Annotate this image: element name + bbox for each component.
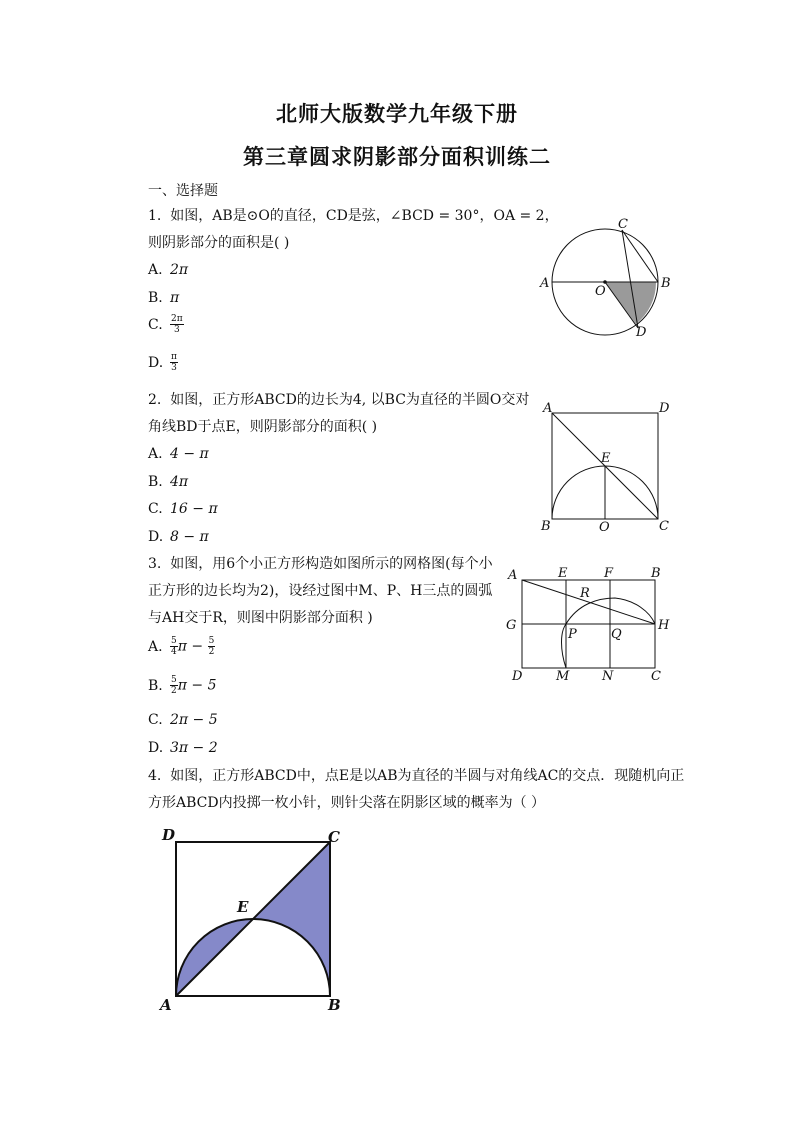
q2-option-c[interactable]: [148, 501, 218, 517]
option-label: C.: [148, 316, 163, 333]
doc-subtitle: 第三章圆求阴影部分面积训练二: [243, 145, 551, 169]
option-label: B.: [148, 474, 163, 490]
label-d: D: [659, 401, 670, 416]
option-text: π −: [177, 638, 204, 655]
label-m: M: [556, 669, 570, 684]
label-o: O: [595, 284, 606, 299]
option-label: A.: [148, 446, 163, 462]
label-e: E: [601, 451, 611, 466]
q1-number: 1.: [148, 208, 162, 224]
option-text: 4 − π: [170, 446, 209, 462]
label-c: C: [651, 669, 661, 684]
fraction: [208, 636, 216, 657]
numerator: 5: [171, 636, 177, 646]
q4-line1: [148, 763, 684, 790]
label-c: C: [328, 828, 340, 846]
label-b: B: [541, 519, 551, 534]
label-o: O: [599, 520, 610, 535]
q2-stem: 如图，正方形ABCD的边长为4, 以BC为直径的半圆O交对: [170, 392, 530, 408]
option-text: 2π: [170, 262, 189, 278]
option-label: A.: [148, 262, 163, 278]
doc-title: 北师大版数学九年级下册: [276, 102, 518, 126]
option-label: B.: [148, 290, 163, 306]
q2-number: 2.: [148, 392, 162, 408]
q4-stem: 如图，正方形ABCD中，点E是以AB为直径的半圆与对角线AC的交点．现随机向正: [170, 768, 685, 784]
q3-option-a[interactable]: [148, 636, 215, 657]
label-a: A: [543, 401, 553, 416]
q3-figure: [500, 560, 680, 685]
section-heading: 一、选择题: [148, 183, 218, 199]
label-d: D: [162, 826, 176, 844]
q3-number: 3.: [148, 556, 162, 572]
q3-line3: 与AH交于R，则图中阴影部分面积 ): [148, 610, 373, 626]
label-d: D: [512, 669, 523, 684]
denominator: 4: [171, 647, 177, 657]
q3-line2: 正方形的边长均为2)，设经过图中M、P、H三点的圆弧: [148, 583, 493, 599]
label-c: C: [659, 519, 669, 534]
label-g: G: [506, 618, 517, 633]
q1-option-c[interactable]: [148, 314, 184, 335]
label-a: A: [540, 276, 550, 291]
label-a: A: [160, 996, 172, 1014]
q2-figure: [535, 398, 675, 538]
q2-option-b[interactable]: [148, 474, 188, 490]
segment-cb: [622, 230, 658, 282]
numerator: 5: [208, 636, 215, 646]
denominator: 3: [173, 325, 180, 335]
label-b: B: [661, 276, 671, 291]
option-text: π − 5: [177, 677, 217, 694]
label-r: R: [580, 586, 590, 601]
option-text: 8 − π: [170, 529, 209, 545]
denominator: 2: [208, 647, 215, 657]
option-label: A.: [148, 638, 163, 655]
q1-line2: 则阴影部分的面积是( ): [148, 235, 290, 251]
fraction: [170, 636, 178, 657]
option-text: 3π − 2: [170, 740, 218, 756]
fraction: [170, 314, 184, 335]
numerator: 5: [171, 675, 177, 685]
label-e: E: [558, 566, 568, 581]
q3-option-b[interactable]: [148, 675, 216, 696]
q3-line1: [148, 551, 493, 578]
q2-line2: 角线BD于点E，则阴影部分的面积( ): [148, 419, 378, 435]
fraction: [170, 352, 178, 373]
q4-line2: 方形ABCD内投掷一枚小针，则针尖落在阴影区域的概率为（ ）: [148, 795, 546, 811]
label-q: Q: [611, 627, 622, 642]
q4-number: 4.: [148, 768, 162, 784]
option-label: D.: [148, 529, 164, 545]
q3-option-c[interactable]: [148, 712, 218, 728]
label-n: N: [602, 669, 614, 684]
label-f: F: [604, 566, 614, 581]
option-label: C.: [148, 712, 163, 728]
q1-option-a[interactable]: [148, 262, 188, 278]
q1-option-d[interactable]: [148, 352, 178, 373]
fraction: [170, 675, 178, 696]
label-d: D: [636, 325, 647, 340]
q4-figure: [150, 822, 360, 1022]
numerator: 2π: [171, 314, 183, 324]
numerator: π: [171, 352, 177, 362]
label-c: C: [618, 217, 628, 232]
option-text: 16 − π: [170, 501, 218, 517]
label-b: B: [328, 996, 341, 1014]
label-h: H: [658, 618, 670, 633]
label-b: B: [651, 566, 661, 581]
q1-option-b[interactable]: [148, 290, 179, 306]
label-a: A: [508, 568, 518, 583]
option-label: C.: [148, 501, 163, 517]
q2-option-a[interactable]: [148, 446, 209, 462]
option-text: π: [170, 290, 180, 306]
option-label: D.: [148, 354, 164, 371]
q1-line1: [148, 203, 559, 230]
q2-option-d[interactable]: [148, 529, 209, 545]
q3-option-d[interactable]: [148, 740, 218, 756]
label-e: E: [237, 898, 249, 916]
option-label: B.: [148, 677, 163, 694]
option-text: 2π − 5: [170, 712, 218, 728]
denominator: 2: [171, 686, 177, 696]
q3-stem: 如图，用6个小正方形构造如图所示的网格图(每个小: [170, 556, 493, 572]
label-p: P: [568, 627, 577, 642]
q1-figure: [530, 210, 680, 345]
option-label: D.: [148, 740, 164, 756]
denominator: 3: [171, 363, 177, 373]
q2-line1: [148, 387, 529, 414]
q1-stem: 如图，AB是⊙O的直径，CD是弦，∠BCD = 30°，OA = 2，: [170, 208, 559, 224]
option-text: 4π: [170, 474, 189, 490]
